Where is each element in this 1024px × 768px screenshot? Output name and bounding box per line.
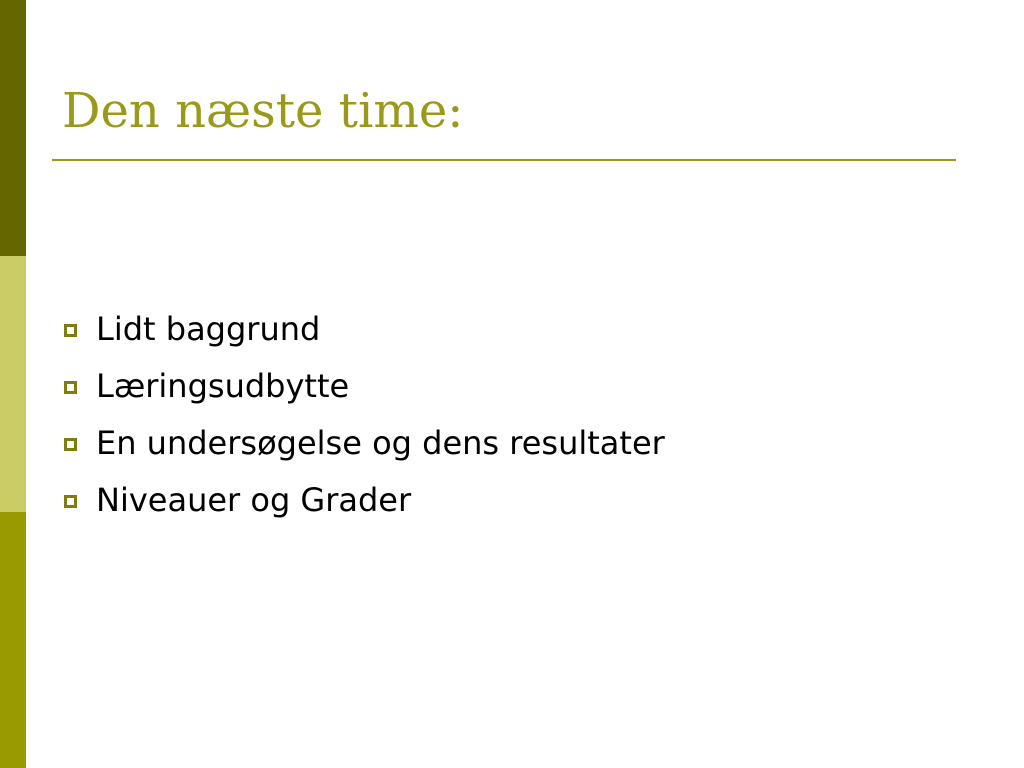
side-bar-middle <box>0 256 26 512</box>
bullet-item <box>64 471 665 528</box>
bullet-text: Læringsudbytte <box>96 366 350 405</box>
bullet-list <box>64 300 665 528</box>
bullet-text: Niveauer og Grader <box>96 480 412 519</box>
side-bar-top <box>0 0 26 256</box>
bullet-item <box>64 414 665 471</box>
bullet-item <box>64 300 665 357</box>
hollow-square-icon <box>64 495 77 508</box>
title-underline <box>52 159 956 161</box>
bullet-item <box>64 357 665 414</box>
hollow-square-icon <box>64 381 77 394</box>
bullet-text: En undersøgelse og dens resultater <box>96 423 665 462</box>
side-bar-bottom <box>0 512 26 768</box>
bullet-text: Lidt baggrund <box>96 309 321 348</box>
slide-title: Den næste time: <box>62 83 464 139</box>
hollow-square-icon <box>64 324 77 337</box>
hollow-square-icon <box>64 438 77 451</box>
